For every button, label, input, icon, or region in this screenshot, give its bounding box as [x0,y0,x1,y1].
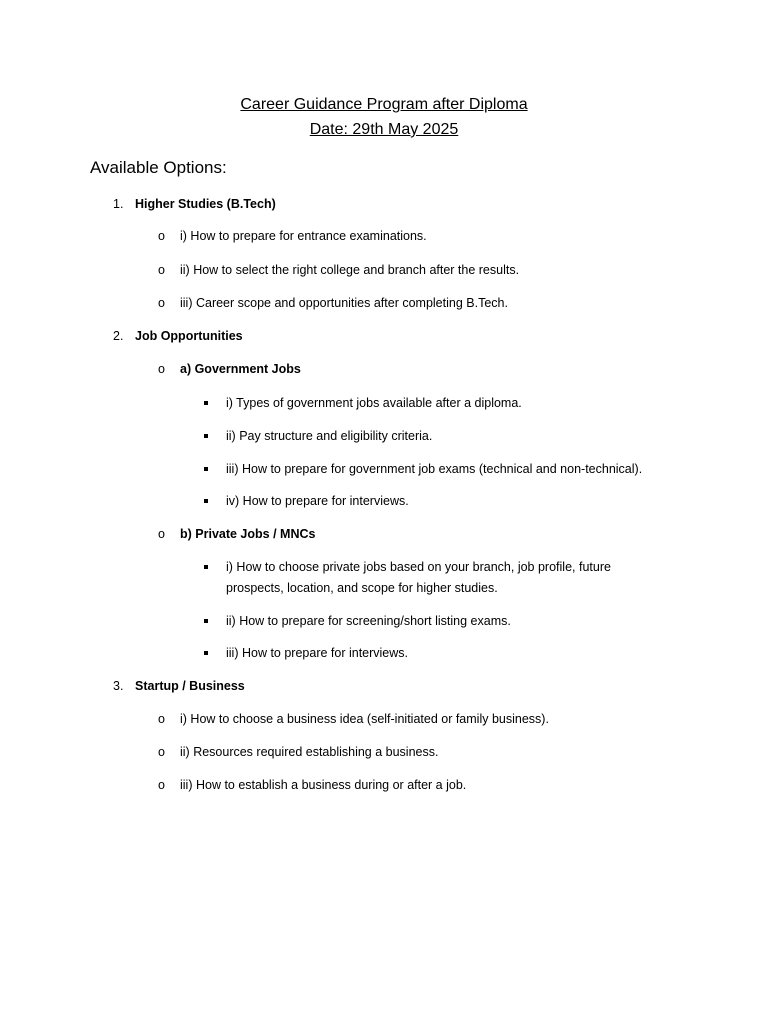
section-2-title: Job Opportunities [135,329,243,343]
list-item: iii) How to establish a business during or after a job. [180,778,467,792]
list-item: ii) How to select the right college and branch after the results. [180,263,520,277]
square-bullet-icon [204,619,208,623]
section-1-title: Higher Studies (B.Tech) [135,197,276,211]
circle-bullet-icon: o [158,712,165,726]
document-title: Career Guidance Program after Diploma [240,96,528,113]
document-date: Date: 29th May 2025 [309,121,459,138]
circle-bullet-icon: o [158,362,165,376]
square-bullet-icon [204,467,208,471]
square-bullet-icon [204,651,208,655]
circle-bullet-icon: o [158,296,165,310]
list-item: iv) How to prepare for interviews. [226,494,409,508]
list-item: i) How to prepare for entrance examinations. [180,229,427,243]
list-item: ii) How to prepare for screening/short listing exams. [226,614,511,628]
circle-bullet-icon: o [158,745,165,759]
available-options-heading: Available Options: [90,158,227,177]
list-item: i) Types of government jobs available after a diploma. [226,396,522,410]
list-item: ii) Pay structure and eligibility criteria. [226,429,433,443]
square-bullet-icon [204,565,208,569]
list-item: i) How to choose private jobs based on your branch, job profile, future [226,560,611,574]
circle-bullet-icon: o [158,229,165,243]
subsection-title-private: b) Private Jobs / MNCs [180,527,316,541]
section-1-number: 1. [113,197,124,211]
section-3-number: 3. [113,679,124,693]
circle-bullet-icon: o [158,527,165,541]
list-item: ii) Resources required establishing a business. [180,745,439,759]
list-item: iii) How to prepare for interviews. [226,646,409,660]
square-bullet-icon [204,401,208,405]
list-item: iii) How to prepare for government job exams (technical and non-technical). [226,462,643,476]
section-3-title: Startup / Business [135,679,245,693]
circle-bullet-icon: o [158,263,165,277]
section-2-number: 2. [113,329,124,343]
list-item: i) How to choose a business idea (self-initiated or family business). [180,712,549,726]
circle-bullet-icon: o [158,778,165,792]
list-item-continuation: prospects, location, and scope for higher studies. [226,581,498,595]
square-bullet-icon [204,434,208,438]
subsection-title-government: a) Government Jobs [180,362,301,376]
square-bullet-icon [204,499,208,503]
list-item: iii) Career scope and opportunities after completing B.Tech. [180,296,508,310]
